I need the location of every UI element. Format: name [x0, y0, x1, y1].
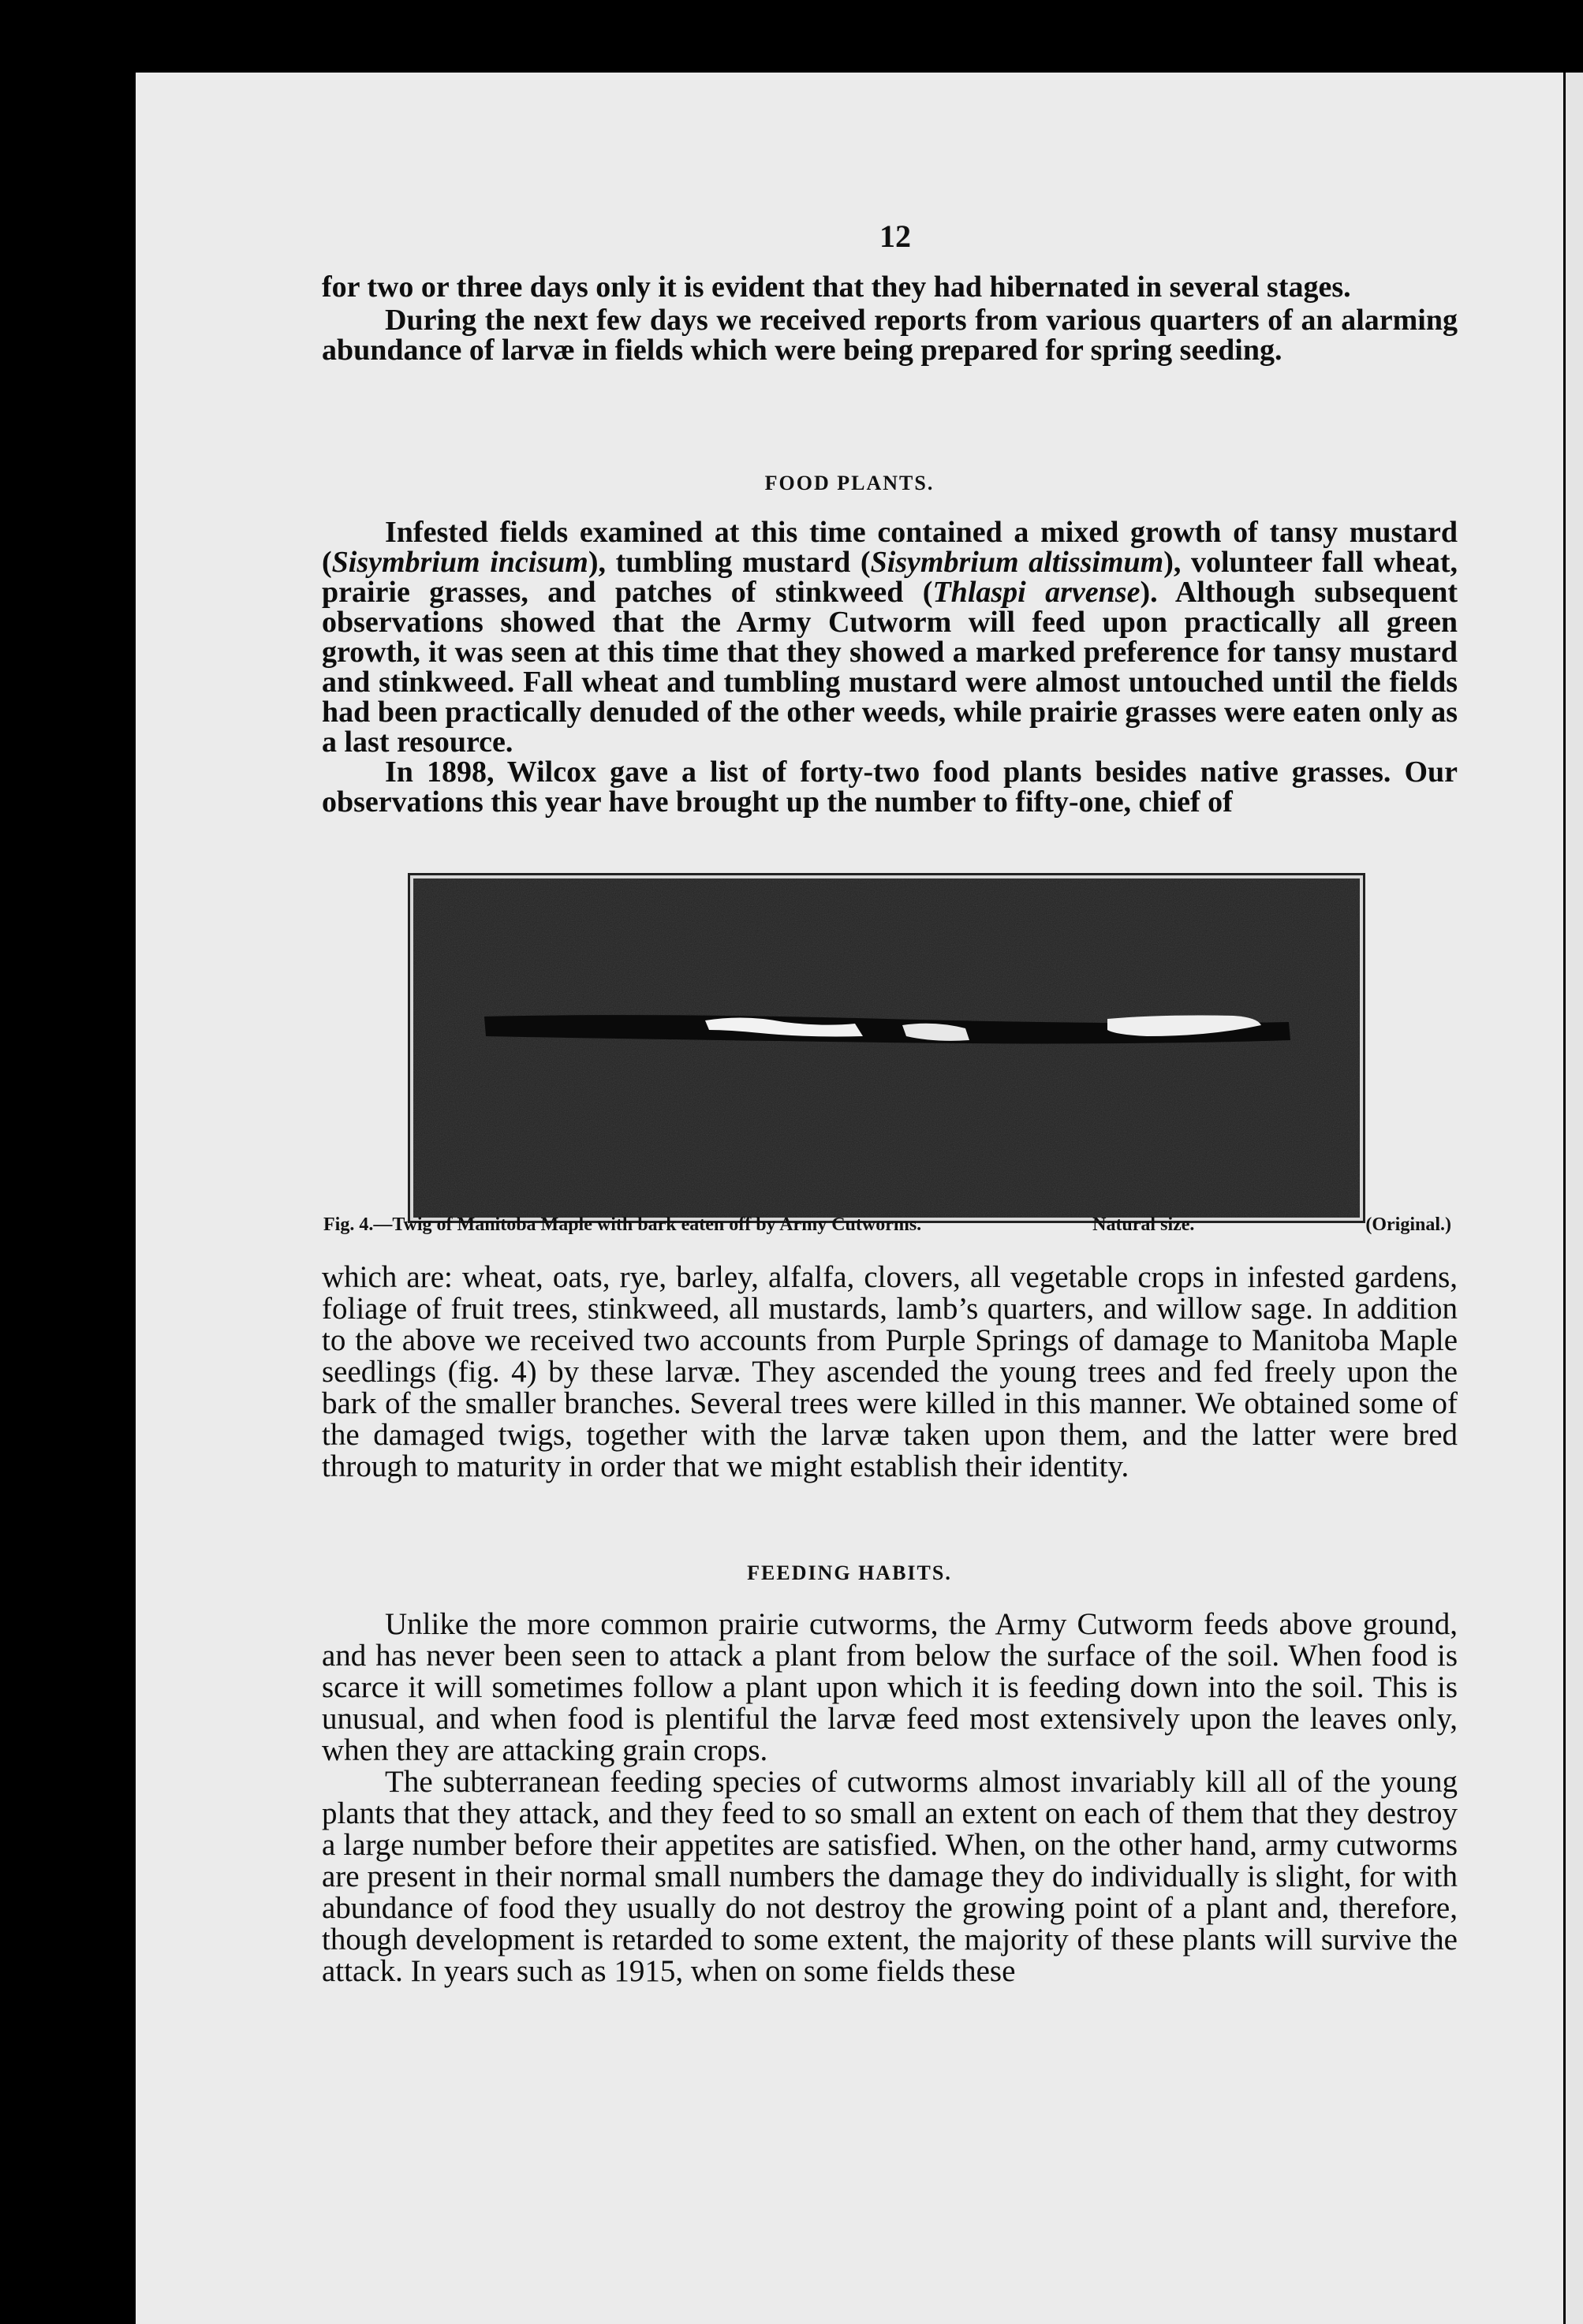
paragraph-3-c: ), tumbling mustard ( [588, 546, 871, 579]
caption-original: (Original.) [1365, 1214, 1451, 1235]
page-edge [1566, 73, 1583, 2324]
page-number: 12 [879, 218, 911, 254]
paragraph-4-text: In 1898, Wilcox gave a list of forty-two food plants besides native grasses. Our observations this year have brought up the number to fifty-one, chief of [322, 755, 1458, 819]
paragraph-3-e: ), volunteer fall wheat, prairie grasses, and patches of stinkweed ( [322, 546, 1458, 609]
paragraph-6 [322, 1609, 1458, 1987]
species-sisymbrium-incisum: Sisymbrium incisum [331, 546, 588, 579]
species-thlaspi-arvense: Thlaspi arvense [932, 576, 1141, 609]
figure-twig-photo [410, 875, 1363, 1221]
caption-size: Natural size. [1092, 1214, 1195, 1235]
paragraph-1-text: for two or three days only it is evident that they had hibernated in several stages. [322, 270, 1351, 304]
species-sisymbrium-altissimum: Sisymbrium altissimum [870, 546, 1164, 579]
twig-image [413, 878, 1360, 1218]
paragraph-5-text: which are: wheat, oats, rye, barley, alfalfa, clovers, all vegetable crops in infested gardens, foliage of fruit trees, stinkweed, all mustards, lamb’s quarters, and willow sage. In addition to the above we received two accounts from Purple Springs of damage to Manitoba Maple seedlings (fig. 4) by these larvæ. They ascended the young trees and fed freely upon the bark of the smaller branches. Several trees were killed in this manner. We obtained some of the damaged twigs, together with the larvæ taken upon them, and the latter were bred through to maturity in order that we might establish their identity. [322, 1260, 1458, 1483]
paragraph-3-a: Infested fields examined at this time contained a mixed growth of tansy mustard ( [322, 516, 1458, 579]
heading-food-plants: FOOD PLANTS. [764, 472, 935, 494]
paragraph-5 [322, 1262, 1458, 1483]
paragraph-7-text: The subterranean feeding species of cutworms almost invariably kill all of the young plants that they attack, and they feed to so small an extent on each of them that they destroy a large number before their appetites are satisfied. When, on the other hand, army cutworms are present in their normal small numbers the damage they do individually is slight, for with abundance of food they usually do not destroy the growing point of a plant and, therefore, though development is retarded to some extent, the majority of these plants will survive the attack. In years such as 1915, when on some fields these [322, 1765, 1458, 1988]
paragraph-1 [322, 272, 1458, 365]
paragraph-2-text: During the next few days we received reports from various quarters of an alarming abundance of larvæ in fields which were being prepared for spring seeding. [322, 304, 1458, 367]
paragraph-6-text: Unlike the more common prairie cutworms, the Army Cutworm feeds above ground, and has never been seen to attack a plant from below the surface of the soil. When food is scarce it will sometimes follow a plant upon which it is feeding down into the soil. This is unusual, and when food is plentiful the larvæ feed most extensively upon the leaves only, when they are attacking grain crops. [322, 1607, 1458, 1767]
paragraph-3-g: ). Although subsequent observations showed that the Army Cutworm will feed upon practically all green growth, it was seen at this time that they showed a marked preference for tansy mustard and stinkweed. Fall wheat and tumbling mustard were almost untouched until the fields had been practically denuded of the other weeds, while prairie grasses were eaten only as a last resource. [322, 576, 1458, 759]
caption-main: Fig. 4.—Twig of Manitoba Maple with bark eaten off by Army Cutworms. [323, 1214, 922, 1235]
heading-feeding-habits: FEEDING HABITS. [747, 1561, 952, 1584]
paragraph-3 [322, 517, 1458, 817]
figure-caption [323, 1214, 1451, 1236]
